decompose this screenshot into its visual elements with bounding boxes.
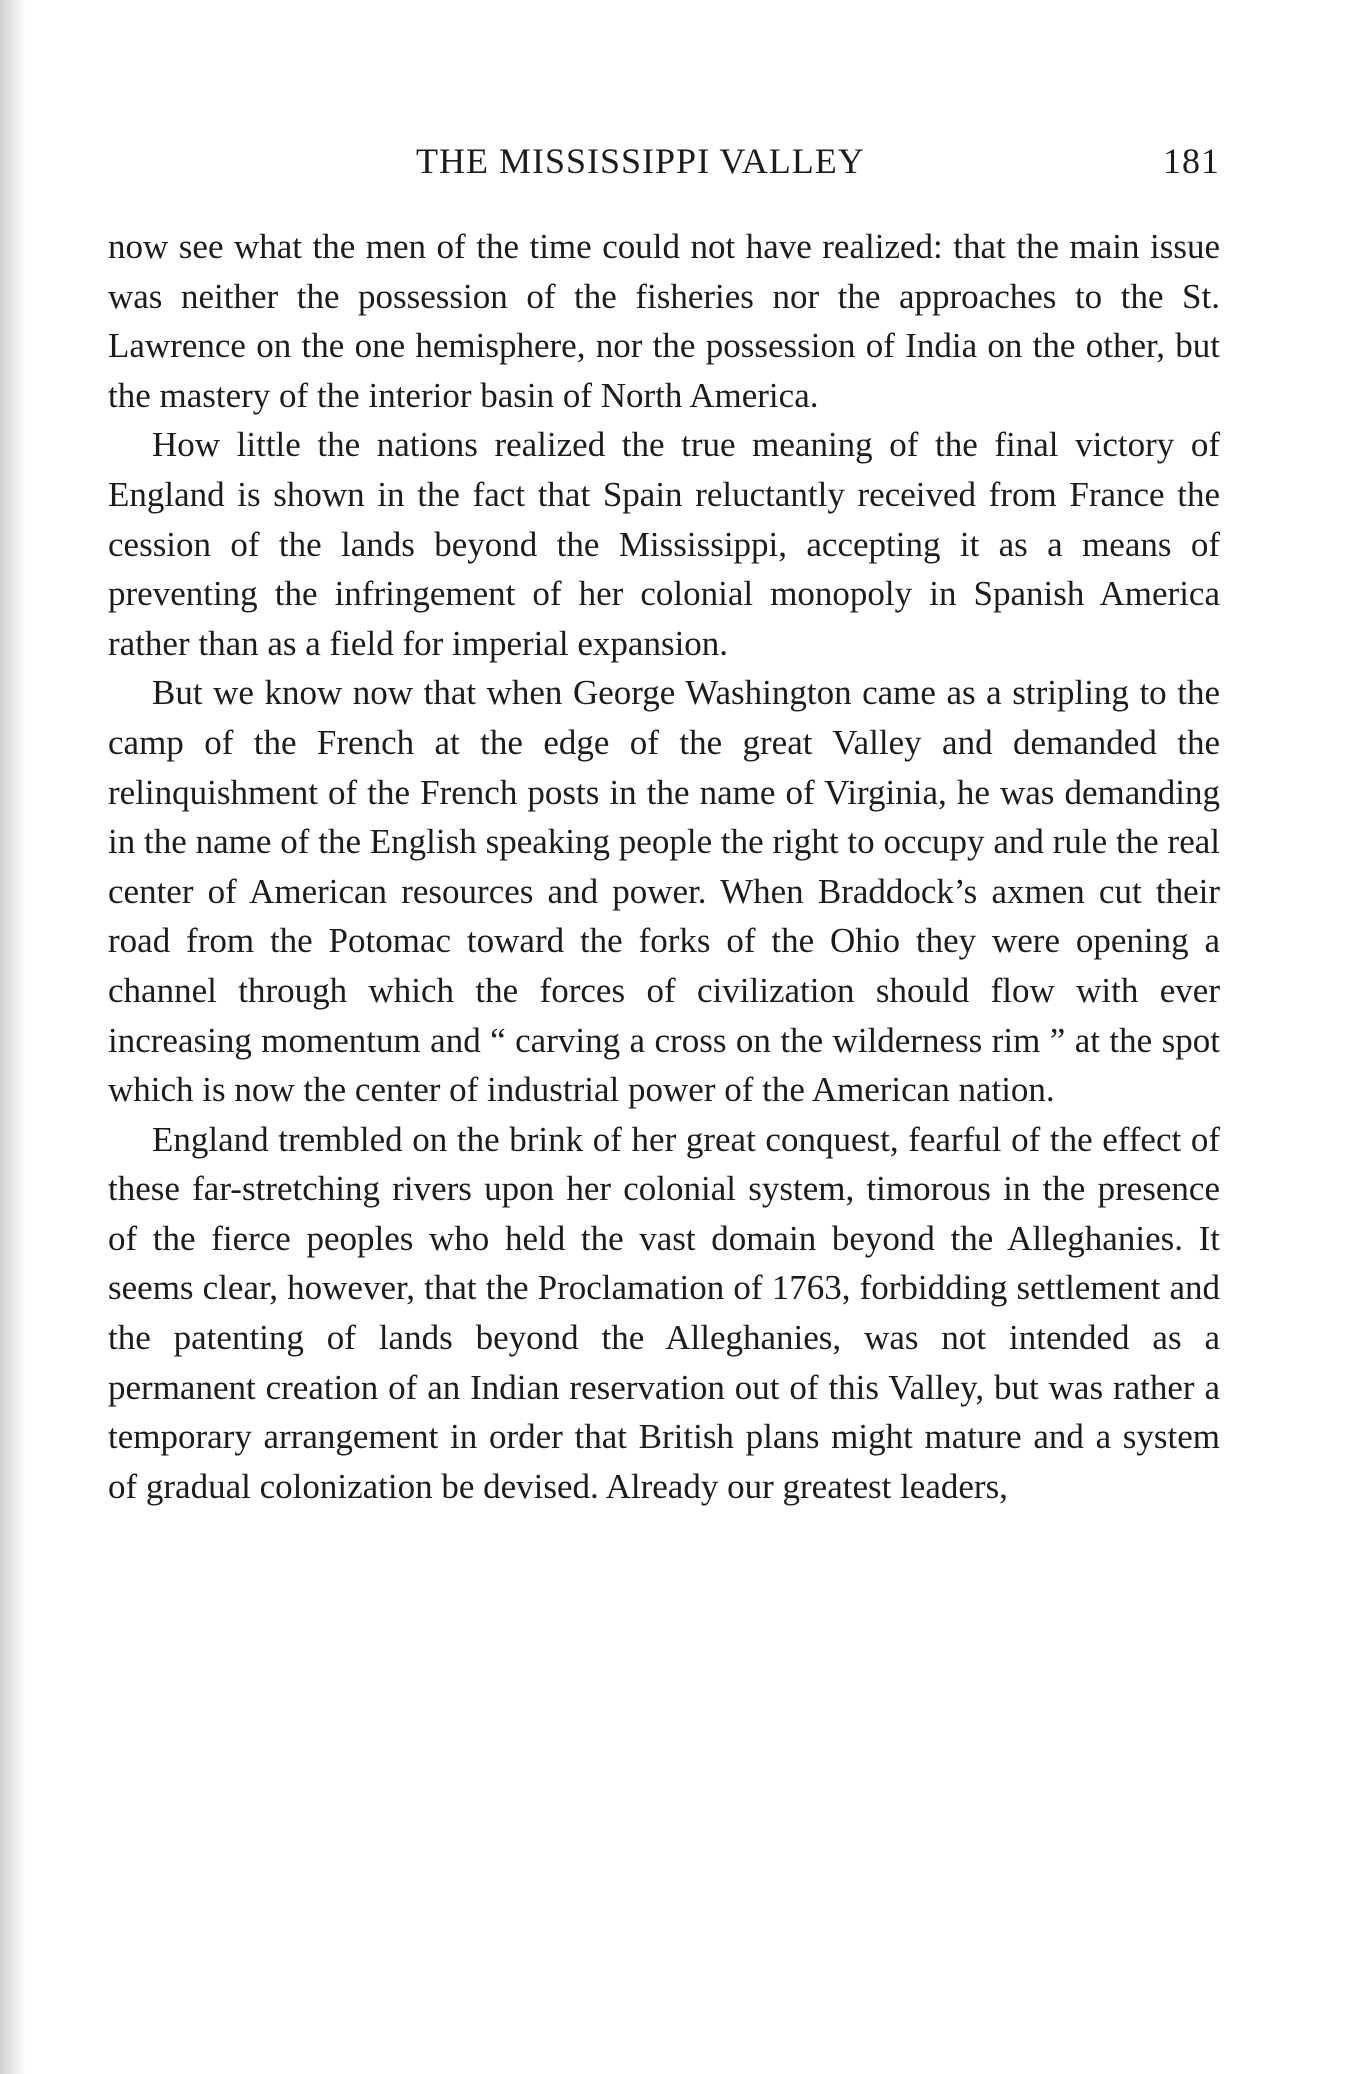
paragraph-continued: now see what the men of the time could not have realized: that the main issue was neither the possession of the fisheries nor the approaches to the St. Lawrence on the one hemisphere, nor the possession of India on the other, but the mastery of the interior basin of North America. <box>108 227 1220 415</box>
paragraph: England trembled on the brink of her great conquest, fearful of the effect of these far-stretching rivers upon her colonial system, timorous in the presence of the fierce peoples who held the vast domain beyond the Alleghanies. It seems clear, however, that the Proclamation of 1763, forbidding settlement and the patenting of lands beyond the Alleghanies, was not intended as a permanent creation of an Indian reservation out of this Valley, but was rather a temporary arrangement in order that British plans might mature and a system of gradual colonization be devised. Already our greatest leaders, <box>108 1119 1220 1506</box>
body-text <box>108 222 1220 1511</box>
page-header <box>108 140 1220 200</box>
paragraph: How little the nations realized the true meaning of the final victory of England is shown in the fact that Spain reluctantly received from France the cession of the lands beyond the Mississippi, accepting it as a means of preventing the infringement of her colonial monopoly in Spanish America rather than as a field for imperial expansion. <box>108 425 1220 663</box>
running-title: THE MISSISSIPPI VALLEY <box>416 141 865 181</box>
book-page <box>108 140 1220 1511</box>
page-number: 181 <box>1163 141 1220 181</box>
page-gutter-shadow <box>0 0 26 2074</box>
paragraph: But we know now that when George Washington came as a stripling to the camp of the French at the edge of the great Valley and demanded the relinquishment of the French posts in the name of Virginia, he was demanding in the name of the English speaking people the right to occupy and rule the real center of American resources and power. When Braddock’s axmen cut their road from the Potomac toward the forks of the Ohio they were opening a channel through which the forces of civilization should flow with ever increasing momentum and “ carving a cross on the wilderness rim ” at the spot which is now the center of industrial power of the American nation. <box>108 673 1220 1110</box>
